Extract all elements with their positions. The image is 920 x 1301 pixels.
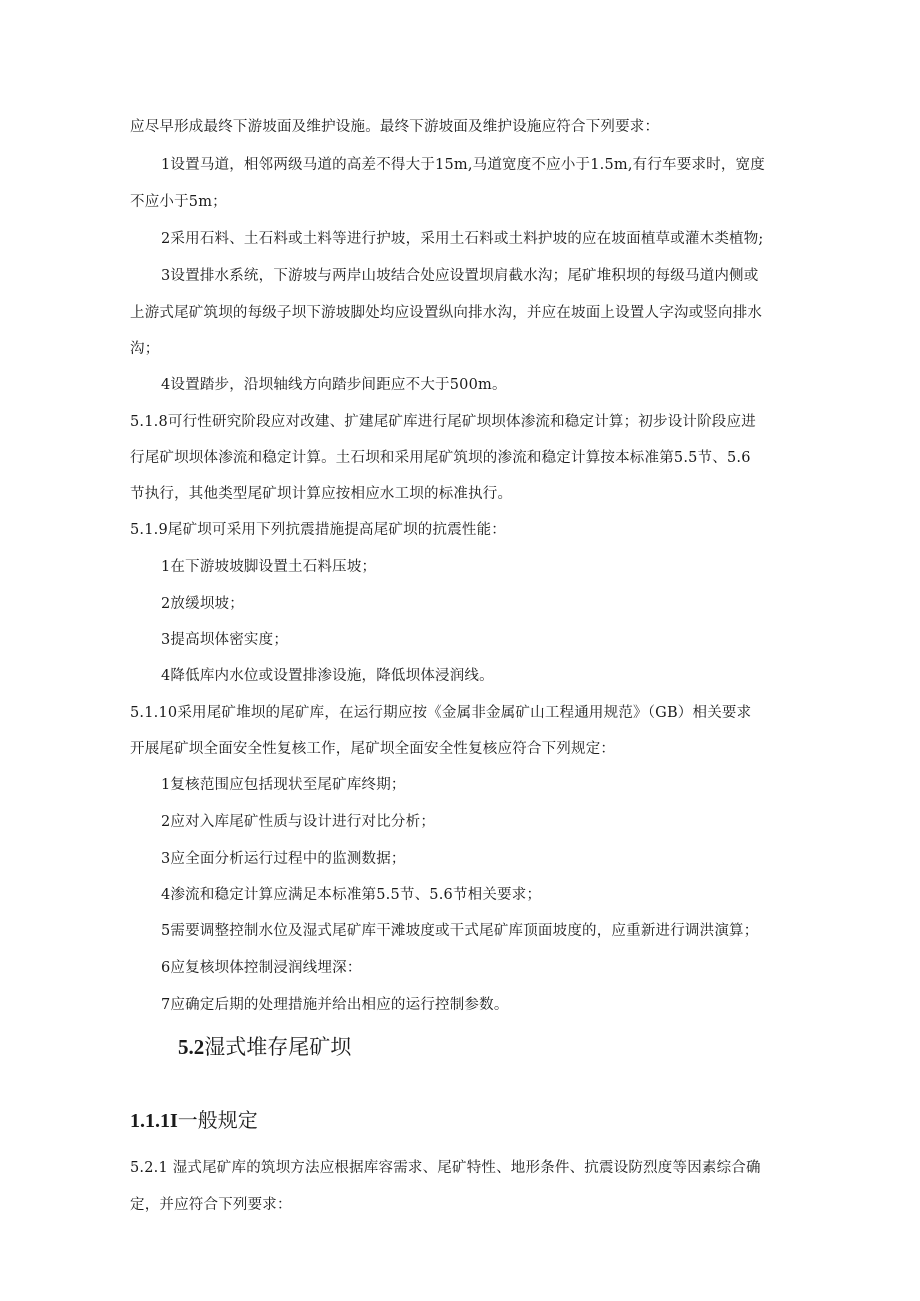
- paragraph-line: 4降低库内水位或设置排渗设施，降低坝体浸润线。: [161, 668, 494, 684]
- section-heading-title: 湿式堆存尾矿坝: [204, 1035, 352, 1059]
- paragraph-line: 3提高坝体密实度；: [161, 632, 289, 648]
- paragraph-line: 7应确定后期的处理措施并给出相应的运行控制参数。: [161, 997, 509, 1013]
- paragraph-line: 5需要调整控制水位及湿式尾矿库干滩坡度或干式尾矿库顶面坡度的，应重新进行调洪演算；: [161, 923, 759, 939]
- paragraph-line: 1复核范围应包括现状至尾矿库终期；: [161, 777, 406, 793]
- paragraph-line: 不应小于5m；: [130, 194, 227, 210]
- paragraph-line: 沟；: [130, 341, 160, 357]
- paragraph-line: 2应对入库尾矿性质与设计进行对比分析；: [161, 814, 436, 830]
- subsection-heading-number: 1.1.1I: [130, 1110, 178, 1132]
- paragraph-line: 节执行，其他类型尾矿坝计算应按相应水工坝的标准执行。: [130, 486, 513, 502]
- paragraph-line: 开展尾矿坝全面安全性复核工作，尾矿坝全面安全性复核应符合下列规定：: [130, 741, 616, 757]
- paragraph-line: 应尽早形成最终下游坡面及维护设施。最终下游坡面及维护设施应符合下列要求：: [130, 119, 660, 135]
- paragraph-line: 2放缓坝坡；: [161, 596, 244, 612]
- paragraph-line: 5.1.9尾矿坝可采用下列抗震措施提高尾矿坝的抗震性能：: [130, 522, 506, 538]
- section-heading-number: 5.2: [178, 1035, 205, 1059]
- paragraph-line: 行尾矿坝坝体渗流和稳定计算。土石坝和采用尾矿筑坝的渗流和稳定计算按本标准第5.5节、5.6: [130, 450, 751, 466]
- paragraph-line: 5.2.1 湿式尾矿库的筑坝方法应根据库容需求、尾矿特性、地形条件、抗震设防烈度等因素综合确: [130, 1160, 761, 1176]
- paragraph-line: 1设置马道，相邻两级马道的高差不得大于15m,马道宽度不应小于1.5m,有行车要求时，宽度: [161, 157, 765, 173]
- subsection-heading: [130, 1107, 258, 1135]
- paragraph-line: 4设置踏步，沿坝轴线方向踏步间距应不大于500m。: [161, 377, 507, 393]
- paragraph-line: 5.1.8可行性研究阶段应对改建、扩建尾矿库进行尾矿坝坝体渗流和稳定计算；初步设计阶段应进: [130, 414, 756, 430]
- paragraph-line: 上游式尾矿筑坝的每级子坝下游坡脚处均应设置纵向排水沟，并应在坡面上设置人字沟或竖向排水: [130, 305, 763, 321]
- subsection-heading-title: 一般规定: [177, 1110, 258, 1132]
- paragraph-line: 4渗流和稳定计算应满足本标准第5.5节、5.6节相关要求；: [161, 887, 542, 903]
- paragraph-line: 2采用石料、土石料或土料等进行护坡，采用土石料或土料护坡的应在坡面植草或灌木类植物;: [161, 231, 764, 247]
- paragraph-line: 3设置排水系统，下游坡与两岸山坡结合处应设置坝肩截水沟；尾矿堆积坝的每级马道内侧或: [161, 268, 759, 284]
- paragraph-line: 5.1.10采用尾矿堆坝的尾矿库，在运行期应按《金属非金属矿山工程通用规范》（GB）相关要求: [130, 705, 752, 721]
- paragraph-line: 6应复核坝体控制浸润线埋深：: [161, 960, 362, 976]
- paragraph-line: 3应全面分析运行过程中的监测数据；: [161, 851, 406, 867]
- paragraph-line: 1在下游坡坡脚设置土石料压坡；: [161, 559, 377, 575]
- paragraph-line: 定，并应符合下列要求：: [130, 1197, 292, 1213]
- section-heading: [178, 1033, 351, 1061]
